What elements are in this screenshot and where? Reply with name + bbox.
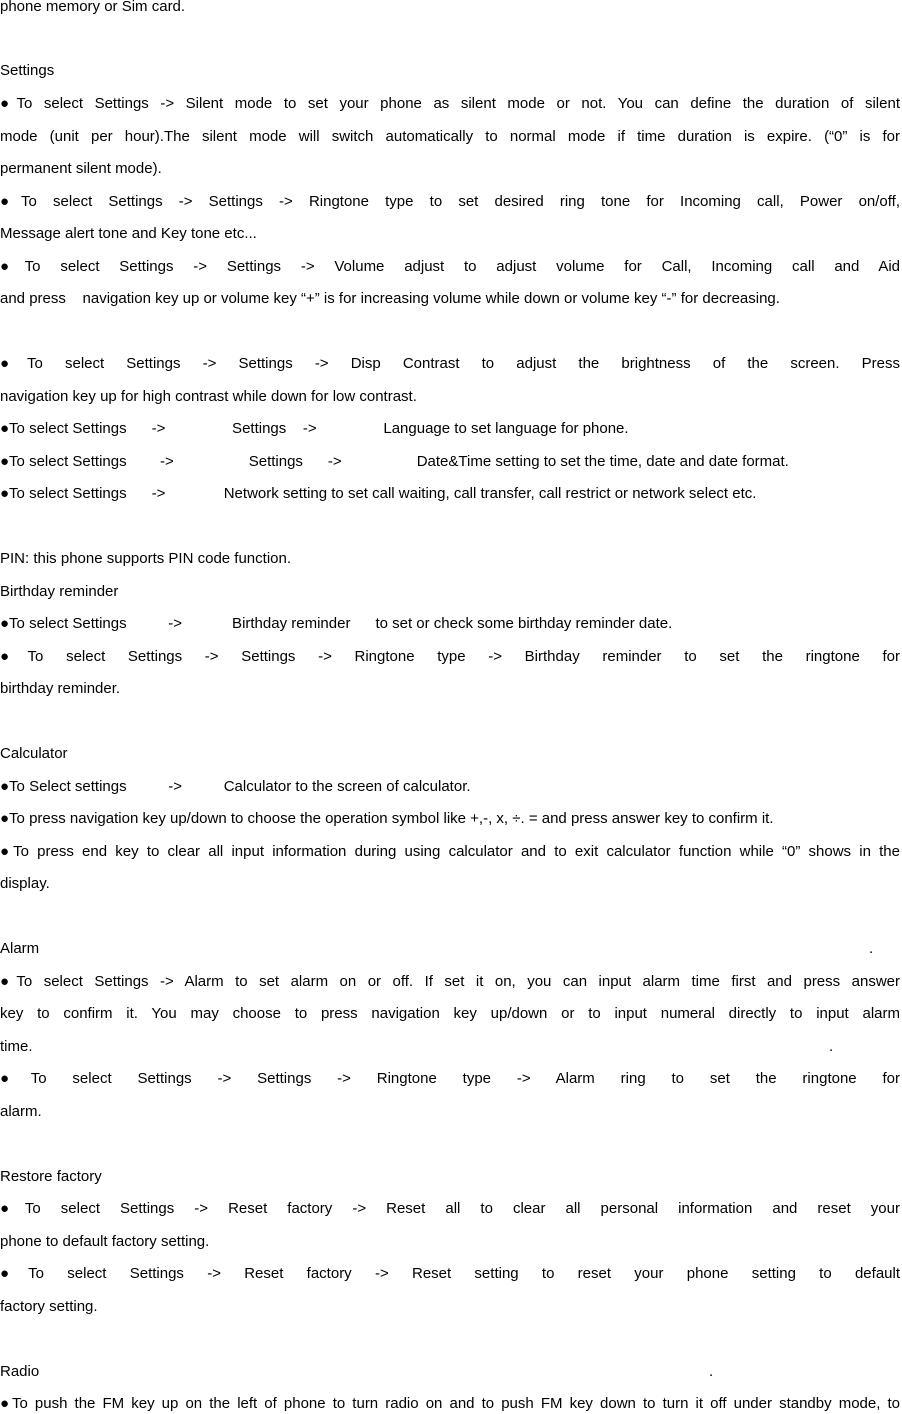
section-heading-radio: Radio — [0, 1363, 40, 1380]
stray-dot: . — [829, 1038, 834, 1055]
text-line: ●To select Settings -> Settings -> Disp Contrast to adjust the brightness of the screen. Press — [0, 355, 900, 372]
text-line: navigation key up for high contrast while down for low contrast. — [0, 388, 417, 405]
text-line: ●To select Settings -> Settings -> Date&Time setting to set the time, date and date format. — [0, 453, 789, 470]
section-heading-calculator: Calculator — [0, 745, 68, 762]
text-line: ●To Select settings -> Calculator to the screen of calculator. — [0, 778, 471, 795]
text-line: PIN: this phone supports PIN code function. — [0, 550, 291, 567]
stray-dot: . — [869, 940, 874, 957]
text-line: ●To select Settings -> Settings -> Ringtone type to set desired ring tone for Incoming call, Power on/off, — [0, 193, 900, 210]
text-line: ●To press navigation key up/down to choose the operation symbol like +,-, x, ÷. = and press answer key to confirm it. — [0, 810, 774, 827]
text-line: birthday reminder. — [0, 680, 121, 697]
text-line: ●To select Settings -> Silent mode to set your phone as silent mode or not. You can define the duration of silent — [0, 95, 900, 112]
text-line: factory setting. — [0, 1298, 98, 1315]
text-line: Message alert tone and Key tone etc... — [0, 225, 257, 242]
text-line: phone memory or Sim card. — [0, 0, 186, 15]
text-line: key to confirm it. You may choose to press navigation key up/down or to input numeral directly to input alarm — [0, 1005, 900, 1022]
text-line: display. — [0, 875, 50, 892]
section-heading-birthday-reminder: Birthday reminder — [0, 583, 119, 600]
text-line: ●To select Settings -> Settings -> Language to set language for phone. — [0, 420, 629, 437]
text-line: ●To select Settings -> Alarm to set alarm on or off. If set it on, you can input alarm time first and press answer — [0, 973, 900, 990]
text-line: ●To select Settings -> Birthday reminder to set or check some birthday reminder date. — [0, 615, 673, 632]
text-line: ●To select Settings -> Reset factory -> Reset all to clear all personal information and reset your — [0, 1200, 900, 1217]
section-heading-settings: Settings — [0, 62, 55, 79]
text-line: and press navigation key up or volume key “+” is for increasing volume while down or volume key “-” for decreasing. — [0, 290, 780, 307]
text-line: mode (unit per hour).The silent mode will switch automatically to normal mode if time duration is expire. (“0” is for — [0, 128, 900, 145]
text-line: permanent silent mode). — [0, 160, 162, 177]
text-line: alarm. — [0, 1103, 42, 1120]
text-line: ●To select Settings -> Settings -> Ringtone type -> Birthday reminder to set the ringtone for — [0, 648, 900, 665]
text-line: ●To select Settings -> Reset factory -> Reset setting to reset your phone setting to default — [0, 1265, 900, 1282]
text-line: ●To press end key to clear all input information during using calculator and to exit calculator function while “0” shows in the — [0, 843, 900, 860]
stray-dot: . — [709, 1363, 714, 1380]
section-heading-alarm: Alarm — [0, 940, 40, 957]
text-line: time. — [0, 1038, 33, 1055]
text-line: ●To select Settings -> Settings -> Volume adjust to adjust volume for Call, Incoming call and Aid — [0, 258, 900, 275]
text-line: ●To push the FM key up on the left of phone to turn radio on and to push FM key down to turn it off under standby mode, to — [0, 1395, 900, 1412]
text-line: ●To select Settings -> Network setting to set call waiting, call transfer, call restrict or network select etc. — [0, 485, 757, 502]
section-heading-restore-factory: Restore factory — [0, 1168, 102, 1185]
text-line: phone to default factory setting. — [0, 1233, 210, 1250]
text-line: ●To select Settings -> Settings -> Ringtone type -> Alarm ring to set the ringtone for — [0, 1070, 900, 1087]
